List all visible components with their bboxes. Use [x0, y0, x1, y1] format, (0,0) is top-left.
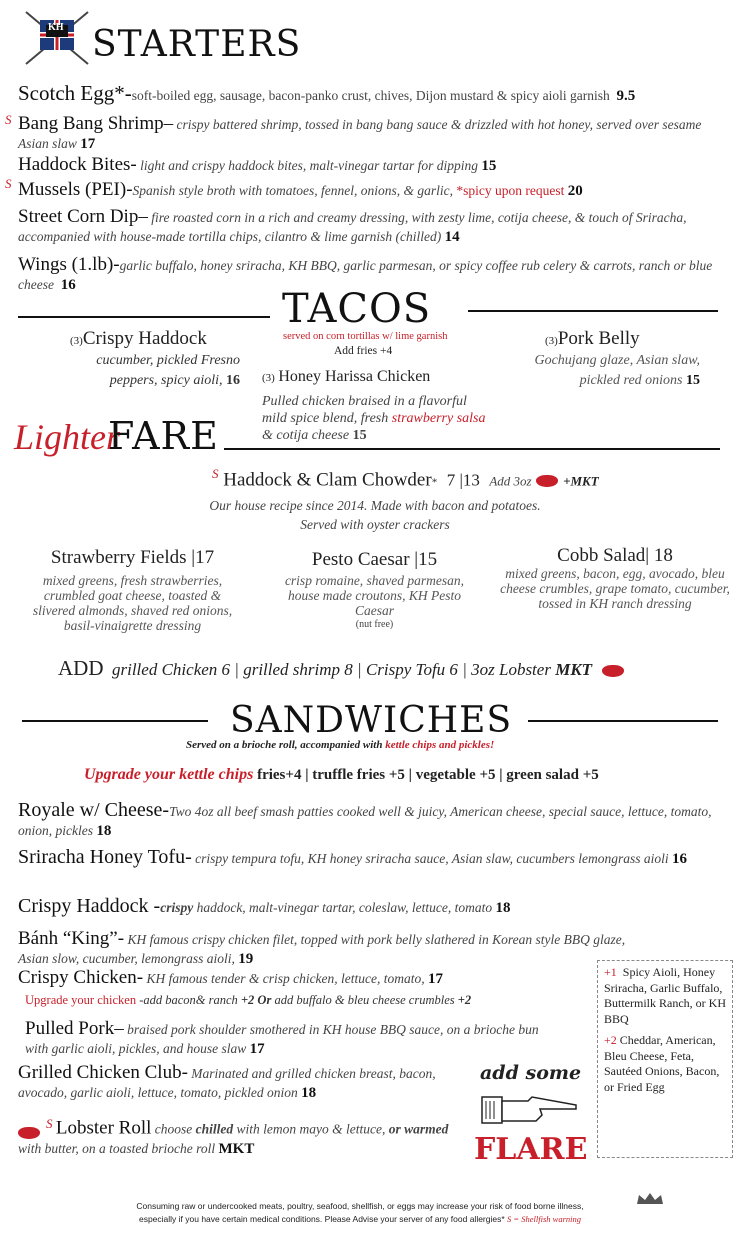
lighter-script-title: Lighter	[14, 417, 121, 457]
taco-crispy-haddock: (3)Crispy Haddock cucumber, pickled Fresno peppers, spicy aioli, 16	[70, 328, 240, 388]
lighter-fare-title: FARE	[108, 414, 219, 458]
sandwich-pulled-pork: Pulled Pork– braised pork shoulder smothered in KH house BBQ sauce, on a brioche bun with garlic aioli, pickles, and house slaw 17	[25, 1018, 539, 1057]
shellfish-mark: S	[5, 112, 12, 127]
starter-haddock-bites: Haddock Bites- light and crispy haddock bites, malt-vinegar tartar for dipping 15	[18, 154, 497, 175]
starter-scotch-egg: Scotch Egg*-soft-boiled egg, sausage, bacon-panko crust, chives, Dijon mustard & spicy aioli garnish 9.5	[18, 81, 636, 105]
starters-title: STARTERS	[92, 24, 302, 65]
sandwich-grilled-chicken-club: Grilled Chicken Club- Marinated and grilled chicken breast, bacon, avocado, garlic aioli, lettuce, tomato, pickled onion 18	[18, 1062, 436, 1101]
tacos-title: TACOS	[282, 286, 432, 332]
sandwiches-title: SANDWICHES	[230, 700, 513, 741]
starter-street-corn-dip: Street Corn Dip– fire roasted corn in a rich and creamy dressing, with zesty lime, cotija cheese, & touch of Sriracha, accompanied with house-made tortilla chips, cilantro & lime garnish (chilled) 14	[18, 206, 687, 245]
upgrade-chips: Upgrade your kettle chips fries+4 | truffle fries +5 | vegetable +5 | green salad +5	[84, 766, 599, 783]
footer-disclaimer: Consuming raw or undercooked meats, poultry, seafood, shellfish, or eggs may increase your risk of food borne illness, especially if you have certain medical conditions. Please Advise your server of any food allergies* S = Shellfish warning	[136, 1201, 584, 1224]
shellfish-mark: S	[5, 176, 12, 191]
sandwich-royale: Royale w/ Cheese-Two 4oz all beef smash patties cooked well & juicy, American cheese, special sauce, lettuce, tomato, onion, pickles 18	[18, 799, 712, 839]
divider	[528, 720, 718, 722]
taco-honey-harissa-chicken: (3) Honey Harissa Chicken Pulled chicken braised in a flavorful mild spice blend, fresh strawberry salsa & cotija cheese 15	[262, 368, 486, 443]
chowder-desc: Our house recipe since 2014. Made with bacon and potatoes. Served with oyster crackers	[209, 498, 541, 532]
divider	[468, 310, 718, 312]
starter-mussels: Mussels (PEI)-Spanish style broth with tomatoes, fennel, onions, & garlic, *spicy upon request 20	[18, 179, 583, 200]
sandwich-lobster-roll: S Lobster Roll choose chilled with lemon mayo & lettuce, or warmed with butter, on a toasted brioche roll MKT	[18, 1116, 449, 1157]
sandwich-crispy-chicken: Crispy Chicken- KH famous tender & crisp chicken, lettuce, tomato, 17	[18, 967, 444, 988]
divider	[224, 448, 720, 450]
starter-wings: Wings (1.lb)-garlic buffalo, honey sriracha, KH BBQ, garlic parmesan, or spicy coffee rub celery & carrots, ranch or blue cheese 16	[18, 254, 713, 293]
logo-text: KH	[48, 22, 64, 33]
upgrade-chicken: Upgrade your chicken -add bacon& ranch +2 Or add buffalo & bleu cheese crumbles +2	[25, 993, 472, 1007]
tacos-addon: Add fries +4	[334, 345, 393, 357]
salad-add-line: ADD grilled Chicken 6 | grilled shrimp 8 | Crispy Tofu 6 | 3oz Lobster MKT	[58, 656, 624, 681]
pointing-hand-icon	[480, 1089, 580, 1134]
divider	[22, 720, 208, 722]
sandwich-sriracha-tofu: Sriracha Honey Tofu- crispy tempura tofu, KH honey sriracha sauce, Asian slaw, cucumbers lemongrass aioli 16	[18, 846, 687, 868]
salad-pesto-caesar: Pesto Caesar |15 crisp romaine, shaved parmesan, house made croutons, KH Pesto Caesar (nut free)	[284, 549, 465, 630]
tacos-subtitle: served on corn tortillas w/ lime garnish	[283, 331, 448, 342]
taco-pork-belly: (3)Pork Belly Gochujang glaze, Asian slaw, pickled red onions 15	[534, 328, 700, 388]
flare-add-label: add some	[480, 1062, 582, 1084]
chowder: $^S$ Haddock & Clam Chowder* 7 |13 Add 3oz +MKT	[212, 466, 599, 491]
lobster-lips-icon	[602, 665, 624, 677]
crown-icon	[635, 1192, 665, 1211]
divider	[18, 316, 270, 318]
flare-options-box: +1 Spicy Aioli, Honey Sriracha, Garlic Buffalo, Buttermilk Ranch, or KH BBQ +2 Cheddar, American, Bleu Cheese, Feta, Sautéed Onions, Bacon, or Fried Egg	[597, 960, 733, 1158]
lobster-lips-icon	[536, 475, 558, 487]
flare-title: FLARE	[474, 1132, 588, 1167]
sandwiches-subtitle: Served on a brioche roll, accompanied with kettle chips and pickles!	[186, 739, 495, 751]
logo	[22, 8, 92, 68]
salad-strawberry-fields: Strawberry Fields |17 mixed greens, fresh strawberries, crumbled goat cheese, toasted & slivered almonds, shaved red onions, basil-vinaigrette dressing	[32, 547, 233, 633]
sandwich-crispy-haddock: Crispy Haddock -crispy haddock, malt-vinegar tartar, coleslaw, lettuce, tomato 18	[18, 895, 511, 917]
sandwich-banh-king: Bánh “King”- KH famous crispy chicken filet, topped with pork belly slathered in Korean style BBQ glaze, Asian slow, cucumber, lemongrass aioli, 19	[18, 928, 626, 967]
starter-bang-bang-shrimp: Bang Bang Shrimp– crispy battered shrimp, tossed in bang bang sauce & drizzled with hot honey, served over sesame Asian slaw 17	[18, 113, 702, 152]
salad-cobb: Cobb Salad| 18 mixed greens, bacon, egg, avocado, bleu cheese crumbles, grape tomato, cucumber, tossed in KH ranch dressing	[500, 545, 730, 611]
